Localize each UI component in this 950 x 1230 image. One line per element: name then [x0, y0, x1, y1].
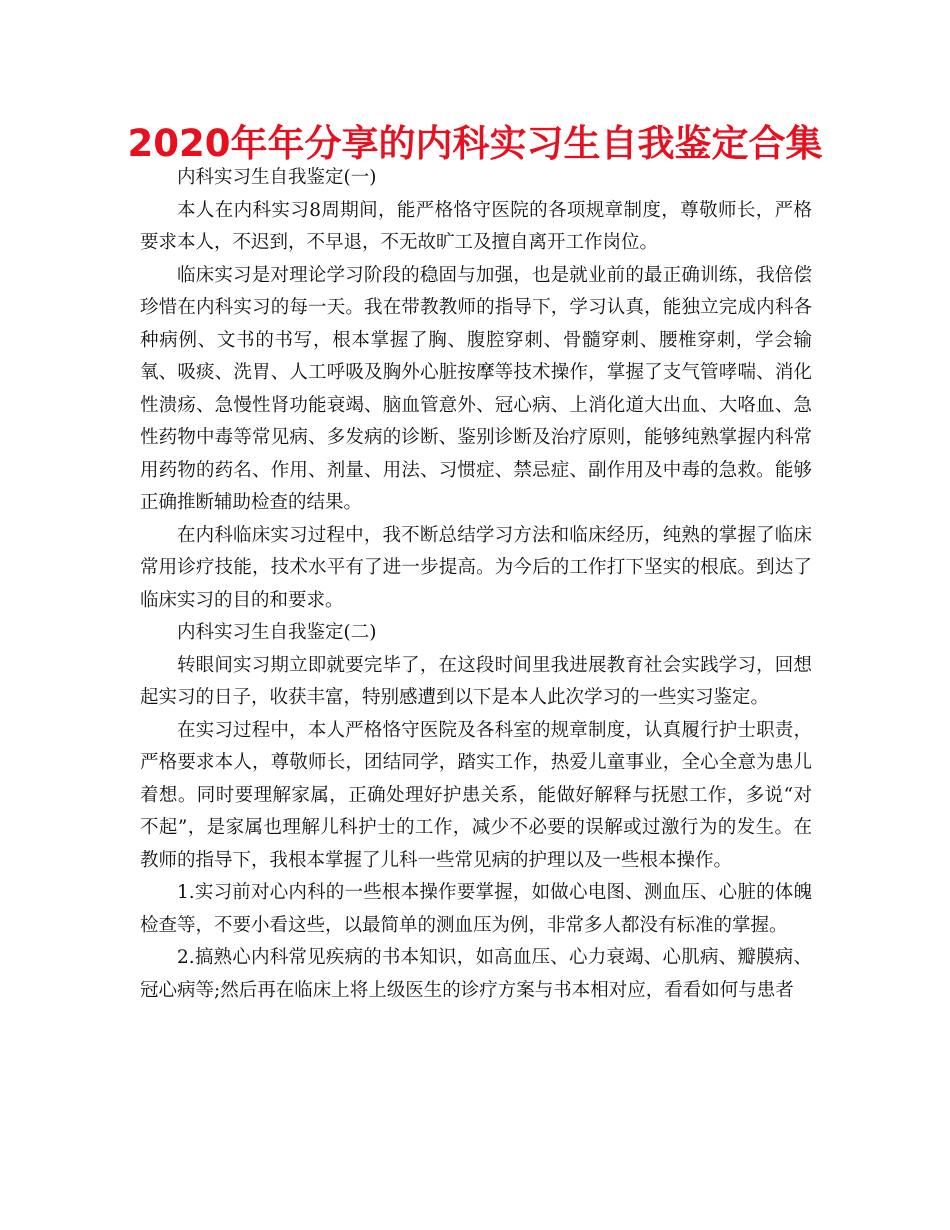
paragraph: 本人在内科实习8周期间，能严格恪守医院的各项规章制度，尊敬师长，严格要求本人，不迟到，不早退，不无故旷工及擅自离开工作岗位。 [140, 199, 812, 253]
document-body [140, 162, 812, 1007]
section-heading-2: 内科实习生自我鉴定(二) [177, 622, 377, 643]
section-heading-1: 内科实习生自我鉴定(一) [177, 167, 377, 188]
list-item-1: 1.实习前对心内科的一些根本操作要掌握，如做心电图、测血压、心脏的体魄检查等，不要小看这些，以最简单的测血压为例，非常多人都没有标准的掌握。 [140, 882, 812, 936]
list-item-2: 2.搞熟心内科常见疾病的书本知识，如高血压、心力衰竭、心肌病、瓣膜病、冠心病等;然后再在临床上将上级医生的诊疗方案与书本相对应，看看如何与患者 [140, 947, 812, 1001]
paragraph: 临床实习是对理论学习阶段的稳固与加强，也是就业前的最正确训练，我倍偿珍惜在内科实习的每一天。我在带教教师的指导下，学习认真，能独立完成内科各种病例、文书的书写，根本掌握了胸、腹腔穿刺、骨髓穿刺、腰椎穿刺，学会输氧、吸痰、洗胃、人工呼吸及胸外心脏按摩等技术操作，掌握了支气管哮喘、消化性溃疡、急慢性肾功能衰竭、脑血管意外、冠心病、上消化道大出血、大咯血、急性药物中毒等常见病、多发病的诊断、鉴别诊断及治疗原则，能够纯熟掌握内科常用药物的药名、作用、剂量、用法、习惯症、禁忌症、副作用及中毒的急救。能够正确推断辅助检查的结果。 [140, 264, 812, 513]
document-title: 2020年年分享的内科实习生自我鉴定合集 [127, 122, 823, 165]
paragraph: 在实习过程中，本人严格恪守医院及各科室的规章制度，认真履行护士职责，严格要求本人，尊敬师长，团结同学，踏实工作，热爱儿童事业，全心全意为患儿着想。同时要理解家属，正确处理好护患关系，能做好解释与抚慰工作，多说“对不起”，是家属也理解儿科护士的工作，减少不必要的误解或过激行为的发生。在教师的指导下，我根本掌握了儿科一些常见病的护理以及一些根本操作。 [140, 719, 812, 871]
paragraph: 在内科临床实习过程中，我不断总结学习方法和临床经历，纯熟的掌握了临床常用诊疗技能，技术水平有了进一步提高。为今后的工作打下坚实的根底。到达了临床实习的目的和要求。 [140, 524, 812, 611]
paragraph: 转眼间实习期立即就要完毕了，在这段时间里我进展教育社会实践学习，回想起实习的日子，收获丰富，特别感遭到以下是本人此次学习的一些实习鉴定。 [140, 654, 812, 708]
